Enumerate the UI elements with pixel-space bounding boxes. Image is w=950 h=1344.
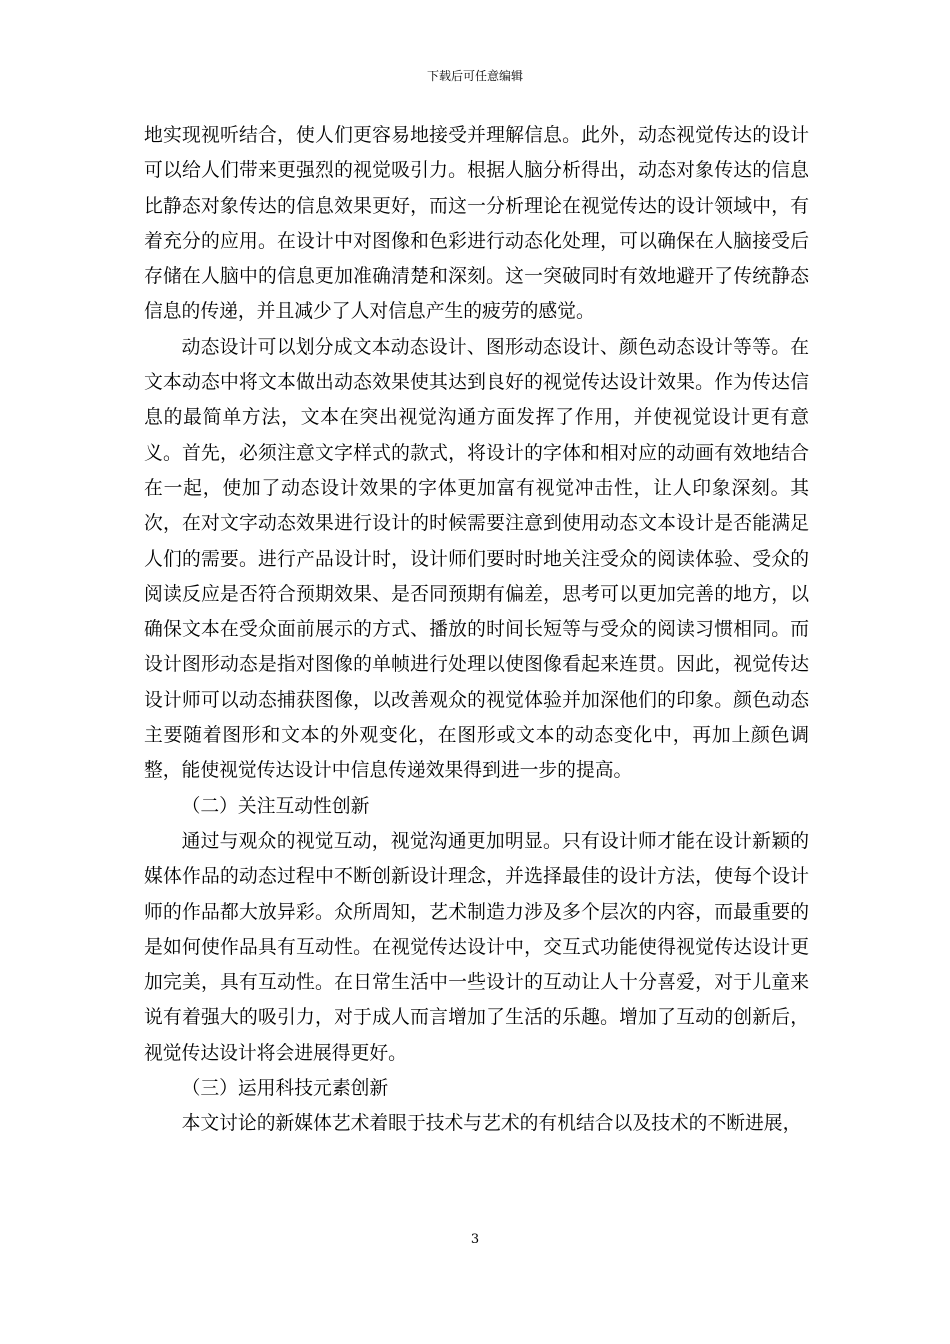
paragraph-2: 动态设计可以划分成文本动态设计、图形动态设计、颜色动态设计等等。在文本动态中将文本做出动态效果使其达到良好的视觉传达设计效果。作为传达信息的最简单方法，文本在突出视觉沟通方面发挥了作用，并使视觉设计更有意义。首先，必须注意文字样式的款式，将设计的字体和相对应的动画有效地结合在一起，使加了动态设计效果的字体更加富有视觉冲击性，让人印象深刻。其次，在对文字动态效果进行设计的时候需要注意到使用动态文本设计是否能满足人们的需要。进行产品设计时，设计师们要时时地关注受众的阅读体验、受众的阅读反应是否符合预期效果、是否同预期有偏差，思考可以更加完善的地方，以确保文本在受众面前展示的方式、播放的时间长短等与受众的阅读习惯相同。而设计图形动态是指对图像的单帧进行处理以使图像看起来连贯。因此，视觉传达设计师可以动态捕获图像，以改善观众的视觉体验并加深他们的印象。颜色动态主要随着图形和文本的外观变化，在图形或文本的动态变化中，再加上颜色调整，能使视觉传达设计中信息传递效果得到进一步的提高。 xyxy=(144,336,809,782)
page-number: 3 xyxy=(470,1232,480,1247)
page-header: 下载后可任意编辑 xyxy=(426,69,523,83)
document-body xyxy=(144,118,809,1142)
section-heading-3: （三）运用科技元素创新 xyxy=(181,1078,389,1100)
paragraph-1: 地实现视听结合，使人们更容易地接受并理解信息。此外，动态视觉传达的设计可以给人们带来更强烈的视觉吸引力。根据人脑分析得出，动态对象传达的信息比静态对象传达的信息效果更好，而这一分析理论在视觉传达的设计领域中，有着充分的应用。在设计中对图像和色彩进行动态化处理，可以确保在人脑接受后存储在人脑中的信息更加准确清楚和深刻。这一突破同时有效地避开了传统静态信息的传递，并且减少了人对信息产生的疲劳的感觉。 xyxy=(144,125,809,323)
paragraph-3: 通过与观众的视觉互动，视觉沟通更加明显。只有设计师才能在设计新颖的媒体作品的动态过程中不断创新设计理念，并选择最佳的设计方法，使每个设计师的作品都大放异彩。众所周知，艺术制造力涉及多个层次的内容，而最重要的是如何使作品具有互动性。在视觉传达设计中，交互式功能使得视觉传达设计更加完美，具有互动性。在日常生活中一些设计的互动让人十分喜爱，对于儿童来说有着强大的吸引力，对于成人而言增加了生活的乐趣。增加了互动的创新后，视觉传达设计将会进展得更好。 xyxy=(144,830,809,1064)
section-heading-2: （二）关注互动性创新 xyxy=(181,795,370,817)
paragraph-4: 本文讨论的新媒体艺术着眼于技术与艺术的有机结合以及技术的不断进展， xyxy=(181,1113,802,1135)
